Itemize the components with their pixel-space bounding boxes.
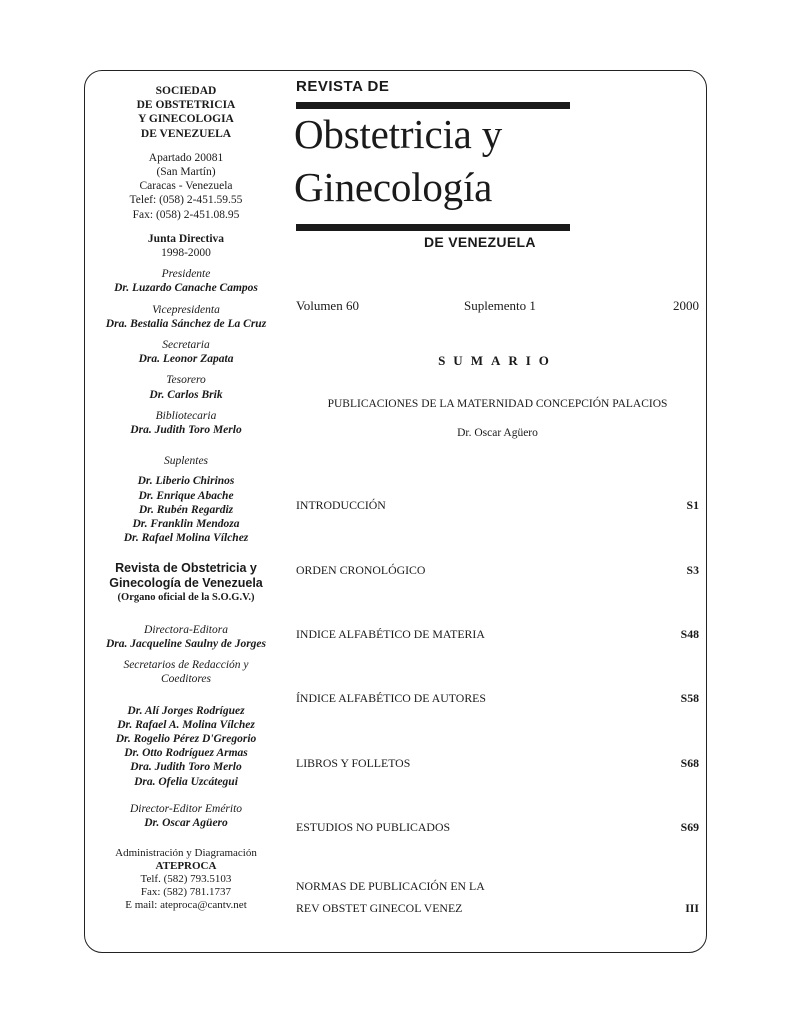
issue-info	[296, 298, 699, 316]
suplentes: Suplentes Dr. Liberio Chirinos Dr. Enrique Abache Dr. Rubén Regardiz Dr. Franklin Mendoza Dr. Rafael Molina Vílchez	[123, 455, 249, 545]
year: 2000	[673, 298, 699, 313]
toc-entry[interactable]: ORDEN CRONOLÓGICO S3	[296, 563, 699, 577]
society-address: Apartado 20081 (San Martín) Caracas - Venezuela Telef: (058) 2-451.59.55 Fax: (058) 2-451.08.95	[129, 151, 243, 221]
secretaria: Secretaria Dra. Leonor Zapata	[138, 339, 234, 366]
vicepresidenta: Vicepresidenta Dra. Bestalia Sánchez de La Cruz	[105, 303, 267, 330]
publication-title: PUBLICACIONES DE LA MATERNIDAD CONCEPCIÓN PALACIOS	[327, 398, 668, 410]
presidente: Presidente Dr. Luzardo Canache Campos	[114, 268, 258, 295]
coeditores-list: Dr. Alí Jorges Rodríguez Dr. Rafael A. Molina Vílchez Dr. Rogelio Pérez D'Gregorio Dr. Otto Rodríguez Armas Dra. Judith Toro Merlo Dra. Ofelia Uzcátegui	[115, 704, 257, 788]
society-name: SOCIEDAD DE OBSTETRICIA Y GINECOLOGIA DE VENEZUELA	[136, 85, 236, 140]
toc-entry[interactable]: ESTUDIOS NO PUBLICADOS S69	[296, 820, 699, 834]
supplement: Suplemento 1	[464, 298, 536, 313]
revista-info: Revista de Obstetricia y Ginecología de Venezuela (Organo oficial de la S.O.G.V.)	[109, 561, 263, 604]
toc-entry[interactable]: LIBROS Y FOLLETOS S68	[296, 756, 699, 770]
toc-entry[interactable]: INTRODUCCIÓN S1	[296, 498, 699, 512]
masthead-de-venezuela: DE VENEZUELA	[424, 234, 536, 250]
directora-editora: Directora-Editora Dra. Jacqueline Saulny de Jorges	[105, 623, 267, 650]
normas-line1: NORMAS DE PUBLICACIÓN EN LA	[296, 879, 485, 893]
tesorero: Tesorero Dr. Carlos Brik	[149, 374, 223, 401]
sumario-heading: SUMARIO	[438, 353, 557, 368]
masthead-revista-de: REVISTA DE	[296, 78, 390, 95]
toc-entry[interactable]: INDICE ALFABÉTICO DE MATERIA S48	[296, 627, 699, 641]
secretarios-redaccion: Secretarios de Redacción y Coeditores	[123, 659, 249, 686]
publication-author: Dr. Oscar Agüero	[457, 427, 538, 439]
administracion: Administración y Diagramación ATEPROCA Telf. (582) 793.5103 Fax: (582) 781.1737 E mail: ateproca@cantv.net	[115, 847, 257, 912]
journal-title: Obstetricia y Ginecología	[294, 111, 503, 210]
masthead-rule-bottom	[296, 224, 570, 231]
toc-entry-normas[interactable]: REV OBSTET GINECOL VENEZ III	[296, 901, 699, 915]
toc-entry[interactable]: ÍNDICE ALFABÉTICO DE AUTORES S58	[296, 691, 699, 705]
masthead-sidebar	[86, 84, 286, 912]
bibliotecaria: Bibliotecaria Dra. Judith Toro Merlo	[130, 409, 242, 437]
director-emerito: Director-Editor Emérito Dr. Oscar Agüero	[129, 802, 243, 829]
volume: Volumen 60	[296, 298, 359, 313]
junta-directiva: Junta Directiva 1998-2000	[147, 232, 225, 260]
